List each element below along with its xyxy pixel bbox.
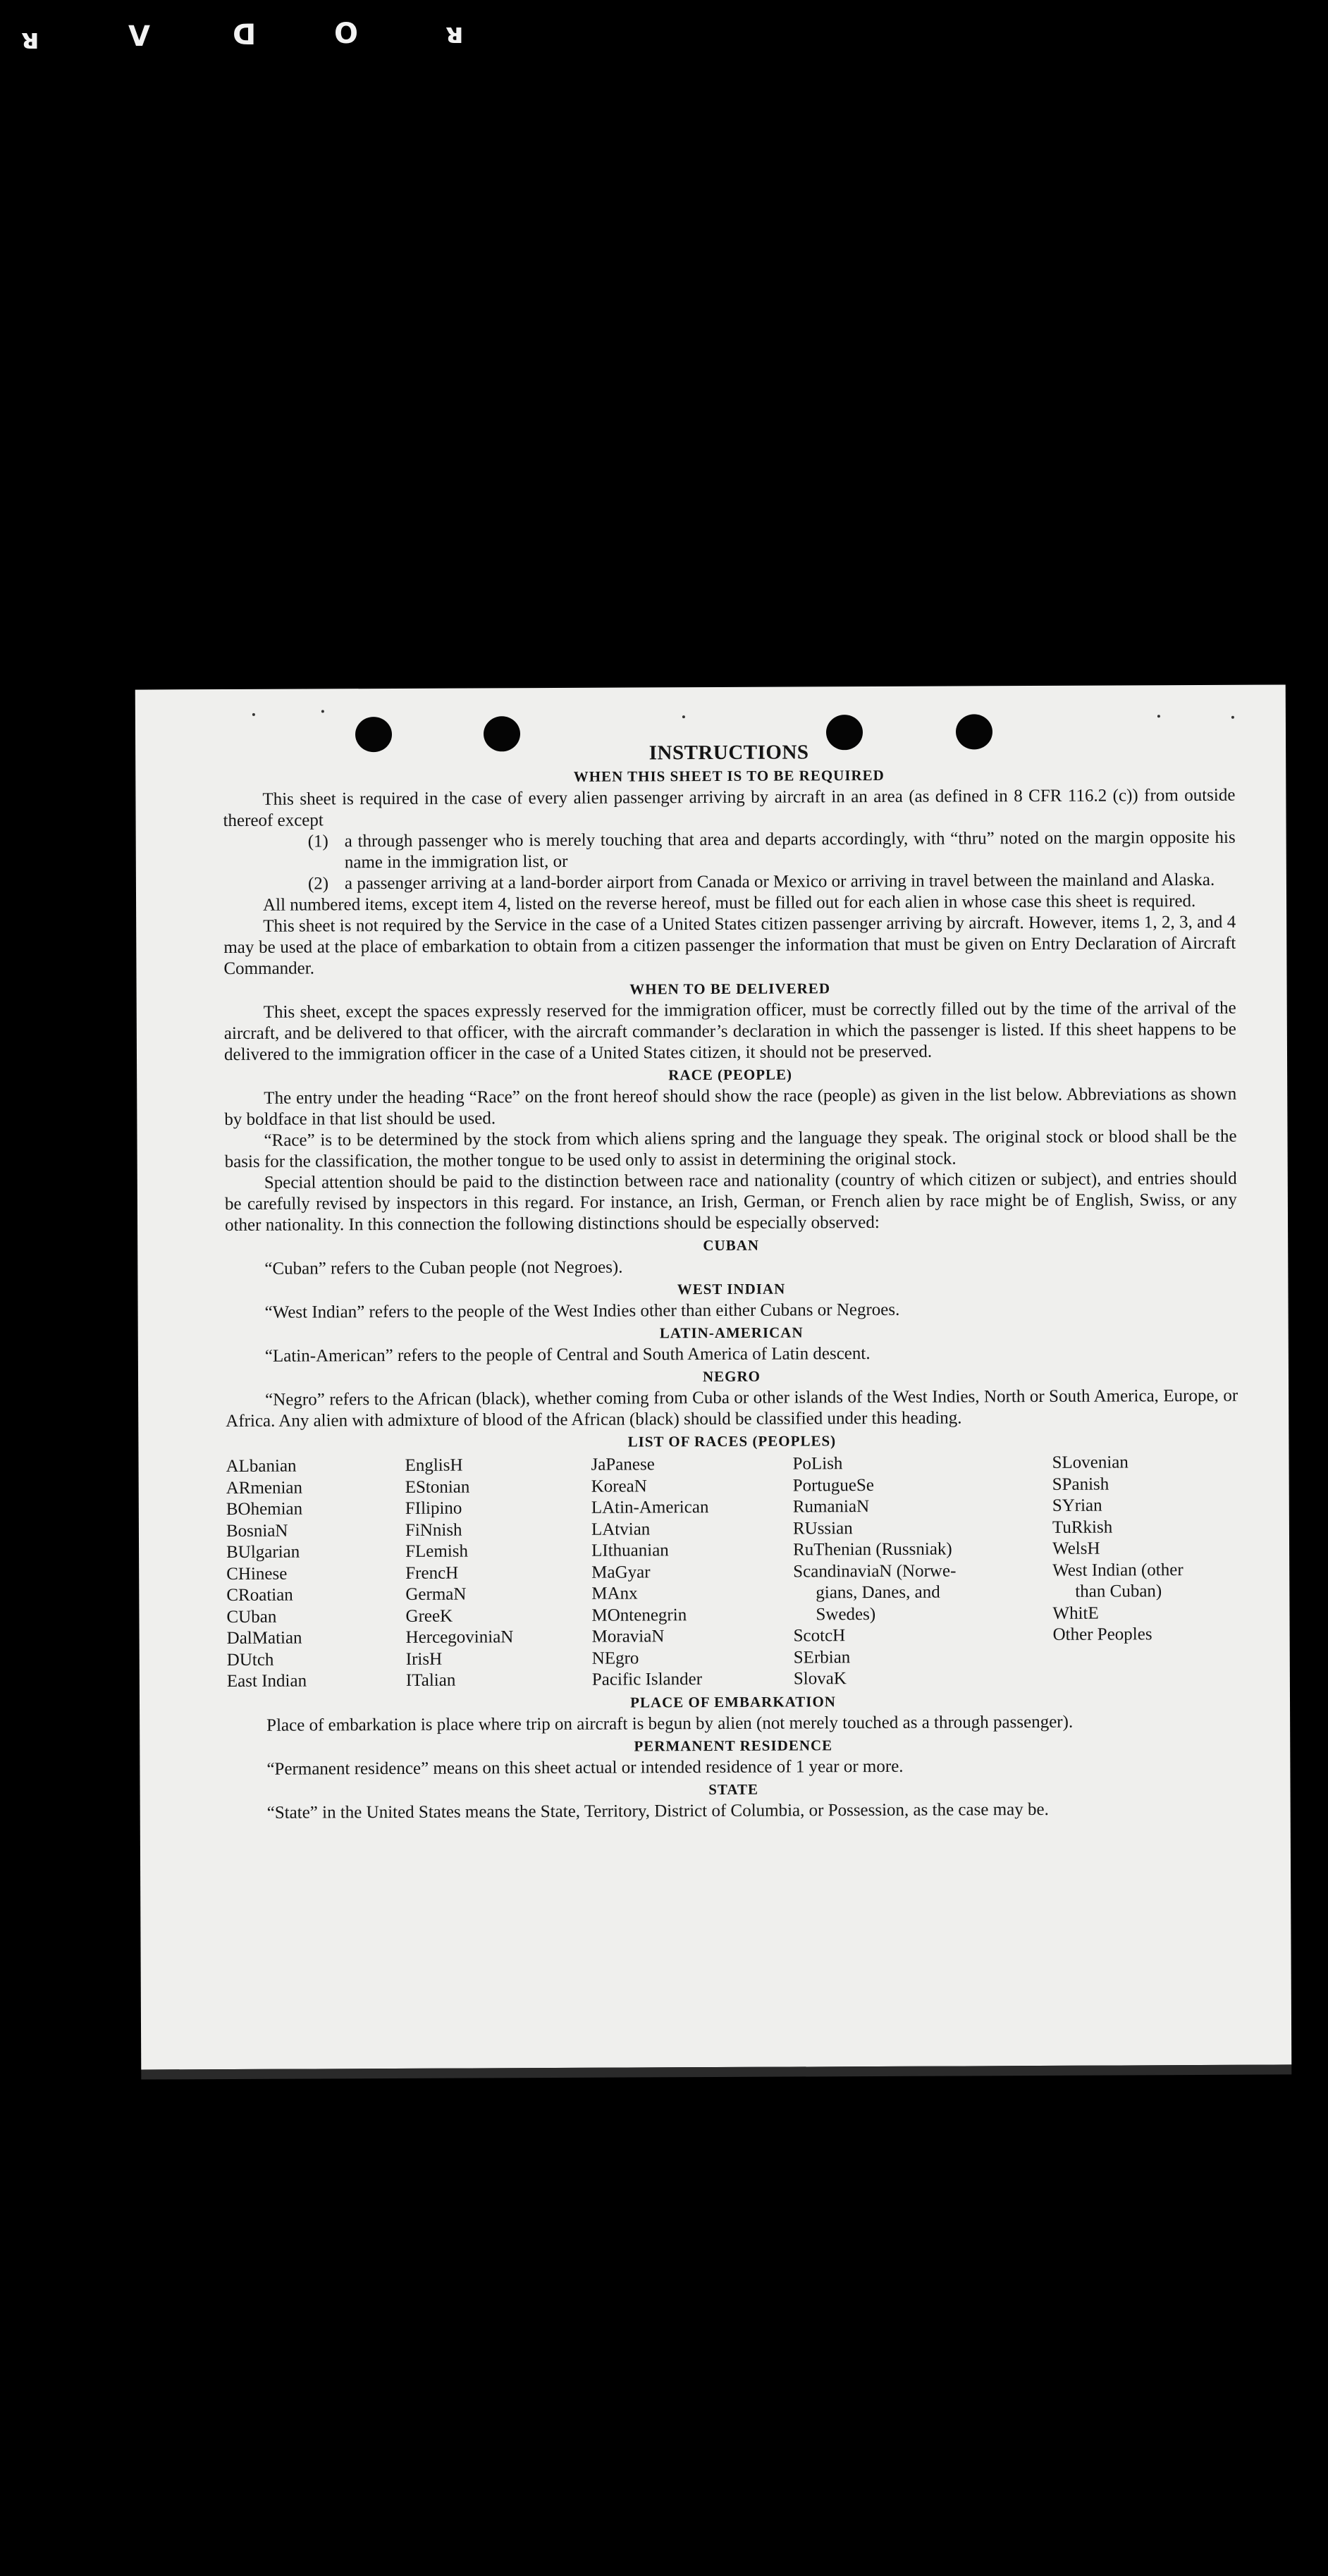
race-entry: ScotcH [793, 1626, 846, 1646]
race-entry: PoLish [792, 1454, 843, 1474]
race-entry: ScandinaviaN (Norwe- [793, 1561, 957, 1582]
section-heading: PERMANENT RESIDENCE [634, 1736, 833, 1754]
film-mark: ᴚ [445, 18, 464, 50]
paragraph: This sheet, except the spaces expressly reserved for the immigration officer, must be correctly filled out by the time of the arrival of the aircraft, and be delivered to that officer, with the aircraft commander’s declaration in which the passenger is listed. If this sheet happens to be delivered to the immigration officer in the case of a United States citizen, it should not be preserved. [223, 998, 1236, 1065]
race-entry: BUlgarian [226, 1542, 300, 1563]
race-entry: MaGyar [591, 1562, 651, 1582]
paper-speck [252, 713, 255, 716]
race-entry: RuThenian (Russniak) [793, 1539, 952, 1560]
race-entry: RUssian [792, 1518, 853, 1539]
race-entry: SPanish [1052, 1474, 1109, 1494]
race-entry: SLovenian [1052, 1453, 1129, 1472]
race-entry: FIlipino [405, 1498, 462, 1518]
paragraph: This sheet is required in the case of every alien passenger arriving by aircraft in an area (as defined in 8 CFR 116.2 (c)) from outside thereof except [223, 785, 1236, 831]
paragraph: The entry under the heading “Race” on the front hereof should show the race (people) as given in the list below. Abbreviations as shown by boldface in that list should be used. [224, 1084, 1237, 1130]
race-entry: ARmenian [226, 1478, 303, 1498]
race-entry: NEgro [591, 1648, 639, 1668]
paper-speck [321, 710, 324, 713]
paper-speck [1157, 715, 1160, 717]
item-number: (2) [307, 874, 329, 894]
race-entry: GermaN [405, 1584, 467, 1604]
list-item [308, 827, 1236, 874]
paragraph: “State” in the United States means the State, Territory, District of Columbia, or Possession, as the case may be. [266, 1799, 1049, 1823]
race-entry: EnglisH [405, 1455, 463, 1475]
races-column [591, 1454, 793, 1691]
races-column [405, 1455, 591, 1692]
paragraph: “West Indian” refers to the people of the West Indies other than either Cubans or Negroes. [264, 1300, 900, 1322]
race-entry: IrisH [405, 1649, 443, 1669]
race-entry: MAnx [591, 1584, 638, 1603]
paragraph: This sheet is not required by the Service in the case of a United States citizen passenger arriving by aircraft. However, items 1, 2, 3, and 4 may be used at the place of embarkation to obtain from a citizen passenger the information that must be given on Entry Declaration of Aircraft Commander. [223, 912, 1236, 979]
race-entry: TuRkish [1052, 1517, 1113, 1537]
races-column [792, 1453, 1052, 1690]
races-column [226, 1455, 405, 1693]
race-entry: LAtin-American [591, 1498, 709, 1517]
race-entry: SlovaK [793, 1669, 847, 1689]
film-mark: ᴚ [21, 23, 39, 56]
section-heading: WHEN THIS SHEET IS TO BE REQUIRED [573, 766, 885, 785]
race-entry: SYrian [1052, 1496, 1102, 1515]
race-entry: SErbian [793, 1647, 851, 1668]
race-entry: LIthuanian [591, 1541, 669, 1560]
race-entry: MoraviaN [591, 1627, 665, 1646]
section-heading: NEGRO [702, 1367, 761, 1386]
paragraph: “Negro” refers to the African (black), whether coming from Cuba or other islands of the West Indies, North or South America, Europe, or Africa. Any alien with admixture of blood of the African (black) should be classified under this heading. [226, 1386, 1238, 1431]
paragraph: Place of embarkation is place where trip on aircraft is begun by alien (not merely touched as a through passenger). [266, 1712, 1074, 1735]
race-entry: BOhemian [226, 1499, 303, 1520]
item-number: (1) [307, 832, 328, 851]
paragraph: “Cuban” refers to the Cuban people (not Negroes). [264, 1257, 623, 1278]
paragraph: “Latin-American” refers to the people of Central and South America of Latin descent. [264, 1344, 871, 1366]
section-heading: WEST INDIAN [677, 1280, 786, 1298]
race-entry-continued: Swedes) [816, 1604, 876, 1624]
race-entry: CUban [226, 1607, 277, 1627]
film-mark: O [334, 18, 359, 50]
item-text: a through passenger who is merely touching that area and departs accordingly, with “thru” noted on the margin opposite his name in the immigration list, or [344, 827, 1236, 873]
race-entry: WelsH [1052, 1539, 1100, 1558]
races-column [1052, 1452, 1238, 1689]
document-sheet [135, 684, 1292, 2069]
race-entry: RumaniaN [792, 1497, 870, 1517]
race-entry: Pacific Islander [591, 1670, 703, 1689]
sheet-shadow [141, 2064, 1291, 2079]
race-entry: JaPanese [591, 1455, 655, 1474]
page-title: INSTRUCTIONS [648, 741, 809, 765]
paragraph: All numbered items, except item 4, listed on the reverse hereof, must be filled out for each alien in whose case this sheet is required. [263, 892, 1196, 915]
film-mark: V [128, 20, 150, 53]
paper-speck [1231, 716, 1234, 719]
races-list [226, 1452, 1238, 1693]
race-entry: ALbanian [226, 1456, 297, 1477]
race-entry: Other Peoples [1052, 1625, 1152, 1644]
paragraph: Special attention should be paid to the distinction between race and nationality (country of which citizen or subject), and entries should be carefully revised by inspectors in this regard. For instance, an Irish, German, or French alien by race might be of English, Swiss, or any other nationality. In this connection the following distinctions should be especially observed: [224, 1169, 1237, 1235]
section-heading: WHEN TO BE DELIVERED [629, 980, 831, 998]
race-entry: HercegoviniaN [405, 1627, 514, 1647]
race-entry: PortugueSe [792, 1475, 875, 1496]
race-entry: LAtvian [591, 1519, 651, 1539]
race-entry: ITalian [405, 1670, 456, 1690]
race-entry: West Indian (other [1052, 1560, 1183, 1580]
section-heading: RACE (PEOPLE) [668, 1066, 793, 1084]
film-mark: ᗡ [233, 19, 257, 51]
paragraph: “Race” is to be determined by the stock from which aliens spring and the language they speak. The original stock or blood shall be the basis for the classification, the mother tongue to be used only to assist in determining the original stock. [224, 1126, 1237, 1172]
race-entry-continued: gians, Danes, and [816, 1582, 940, 1603]
race-entry: FLemish [405, 1541, 469, 1561]
section-heading: STATE [708, 1780, 758, 1798]
race-entry: WhitE [1052, 1603, 1099, 1623]
race-entry: CRoatian [226, 1585, 293, 1606]
instructions-content [223, 739, 1240, 1824]
section-heading: LATIN-AMERICAN [659, 1324, 804, 1342]
race-entry: GreeK [405, 1606, 453, 1626]
race-entry: BosniaN [226, 1521, 288, 1541]
section-heading: LIST OF RACES (PEOPLES) [627, 1432, 837, 1450]
race-entry-continued: than Cuban) [1075, 1582, 1162, 1601]
race-entry: FrencH [405, 1563, 459, 1583]
race-entry: KoreaN [591, 1476, 647, 1496]
section-heading: CUBAN [703, 1236, 760, 1255]
race-entry: EStonian [405, 1477, 470, 1497]
race-entry: CHinese [226, 1564, 288, 1584]
paragraph: “Permanent residence” means on this sheet actual or intended residence of 1 year or more. [266, 1756, 904, 1779]
race-entry: East Indian [226, 1671, 307, 1691]
item-text: a passenger arriving at a land-border airport from Canada or Mexico or arriving in travel between the mainland and Alaska. [344, 870, 1215, 894]
race-entry: MOntenegrin [591, 1605, 687, 1625]
race-entry: DalMatian [226, 1628, 302, 1648]
race-entry: FiNnish [405, 1520, 462, 1540]
paper-speck [682, 715, 685, 718]
section-heading: PLACE OF EMBARKATION [630, 1692, 836, 1711]
film-edge-marks [0, 10, 508, 56]
race-entry: DUtch [226, 1650, 274, 1670]
